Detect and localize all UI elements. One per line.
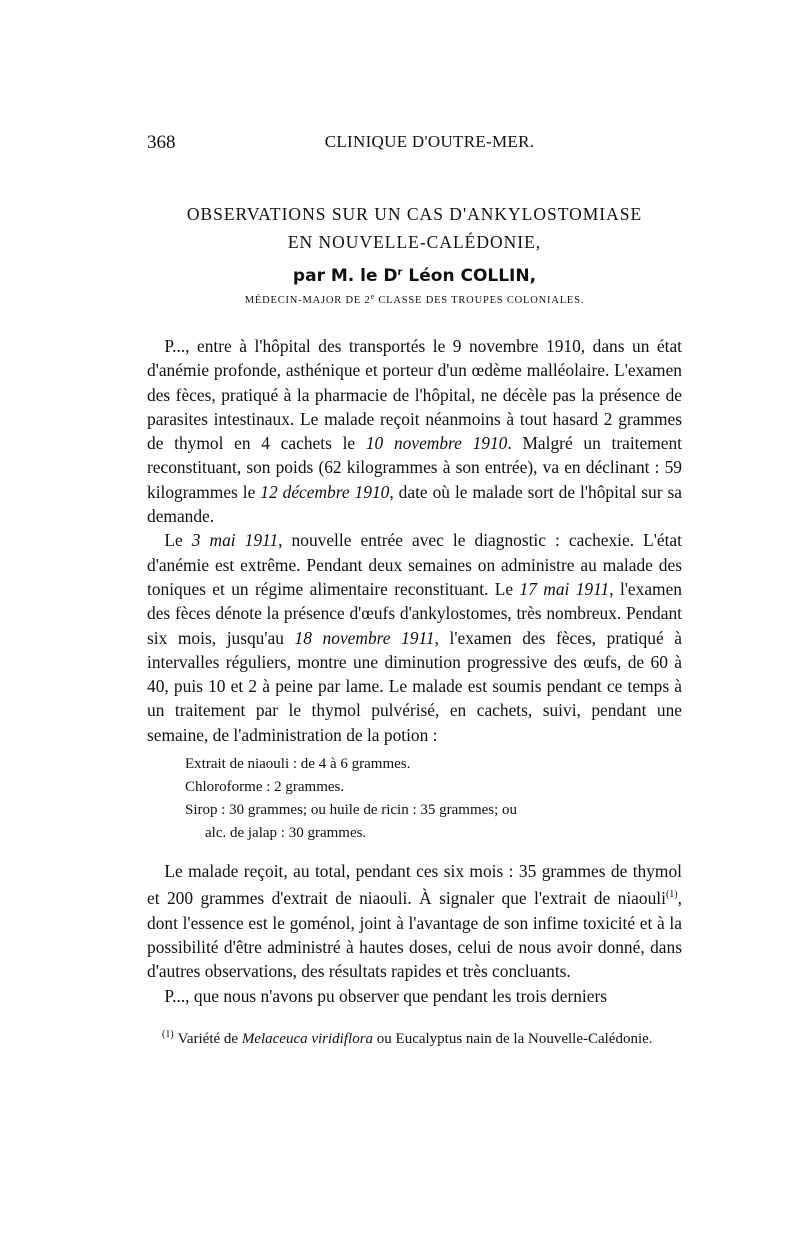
- paragraph-1-text-a: P..., entre à l'hôpital des transportés le 9 novembre 1910, dans un état d'anémie profonde, asthénique et porteur d'un œdème malléolaire. L'examen des fèces, pratiqué à la pharmacie de l'hôpital, ne décèle pas la présence de parasites intestinaux. Le malade reçoit néanmoins à tout hasard 2 grammes de thymol en 4 cachets le: [147, 336, 682, 454]
- paragraph-3-text-b: , dont l'essence est le goménol, joint à l'avantage de son infime toxicité et à la possibilité d'être administré à hautes doses, celui de nous avoir donné, dans d'autres observations, des résultats rapides et très concluants.: [147, 888, 682, 982]
- running-head: CLINIQUE D'OUTRE-MER.: [324, 132, 535, 151]
- page-number: 368: [147, 132, 176, 153]
- article-title-line-1: OBSERVATIONS SUR UN CAS D'ANKYLOSTOMIASE: [186, 204, 643, 224]
- paragraph-2-date-2: 17 mai 1911: [519, 578, 610, 599]
- document-page: [147, 120, 682, 1050]
- paragraph-1-text-b: . Malgré un traitement reconstituant, son poids (62 kilogrammes à son entrée), va en déclinant : 59 kilogrammes le: [147, 433, 683, 502]
- prescription-line-1: Extrait de niaouli : de 4 à 6 grammes.: [185, 756, 411, 773]
- role-sup: e: [370, 292, 375, 301]
- paragraph-1-date-2: 12 décembre 1910: [260, 481, 390, 502]
- footnote-mark: (1): [162, 1028, 174, 1040]
- role-suffix: CLASSE DES TROUPES COLONIALES.: [374, 295, 585, 306]
- footnote-text-a: Variété de: [177, 1030, 242, 1047]
- article-author: [147, 266, 682, 286]
- paragraph-2-text-b: , nouvelle entrée avec le diagnostic : cachexie. L'état d'anémie est extrême. Pendant deux semaines on administre au malade des toniques et un régime alimentaire reconstituant. Le: [147, 530, 682, 599]
- author-prefix-sup: r: [397, 267, 403, 278]
- paragraph-2-text-d: , l'examen des fèces, pratiqué à intervalles réguliers, montre une diminution progressive des œufs, de 60 à 40, puis 10 et 2 à peine par lame. Le malade est soumis pendant ce temps à un traitement par le thymol pulvérisé, en cachets, suivi, pendant une semaine, de l'administration de la potion :: [147, 627, 682, 745]
- author-prefix: par M. le D: [292, 266, 398, 286]
- footnote-species: Melaceuca viridiflora: [241, 1030, 374, 1047]
- page-header: [147, 120, 682, 160]
- role-prefix: MÉDECIN-MAJOR DE 2: [244, 295, 371, 306]
- paragraph-3: [147, 859, 682, 983]
- paragraph-3-text-a: Le malade reçoit, au total, pendant ces six mois : 35 grammes de thymol et 200 grammes d'extrait de niaouli. À signaler que l'extrait de niaouli: [147, 861, 682, 909]
- paragraph-4: [147, 984, 682, 1008]
- spacer: [147, 845, 682, 859]
- paragraph-1-text-c: , date où le malade sort de l'hôpital sur sa demande.: [147, 481, 682, 527]
- author-name: Léon COLLIN,: [402, 266, 537, 286]
- article-title: [147, 200, 682, 256]
- prescription-list: [185, 753, 682, 845]
- prescription-line-3: Sirop : 30 grammes; ou huile de ricin : 35 grammes; ou: [185, 802, 518, 819]
- article-body: [147, 334, 682, 1008]
- paragraph-1: [147, 334, 682, 528]
- prescription-line-2: Chloroforme : 2 grammes.: [185, 779, 345, 796]
- article-title-line-2: EN NOUVELLE-CALÉDONIE,: [287, 232, 542, 252]
- paragraph-2-text-a: Le: [164, 530, 192, 551]
- prescription-line-4: alc. de jalap : 30 grammes.: [205, 825, 367, 842]
- paragraph-2-text-c: , l'examen des fèces dénote la présence d'œufs d'ankylostomes, très nombreux. Pendant six mois, jusqu'au: [147, 578, 682, 648]
- footnote: [147, 1024, 682, 1050]
- paragraph-2-date-1: 3 mai 1911: [191, 530, 279, 551]
- footnote-reference: (1): [665, 889, 678, 901]
- paragraph-2-date-3: 18 novembre 1911: [294, 627, 435, 648]
- footnote-text-b: ou Eucalyptus nain de la Nouvelle-Calédonie.: [373, 1030, 653, 1047]
- author-role: [147, 292, 682, 306]
- paragraph-2: [147, 528, 682, 747]
- paragraph-1-date-1: 10 novembre 1910: [365, 433, 508, 454]
- paragraph-4-text: P..., que nous n'avons pu observer que pendant les trois derniers: [164, 985, 608, 1006]
